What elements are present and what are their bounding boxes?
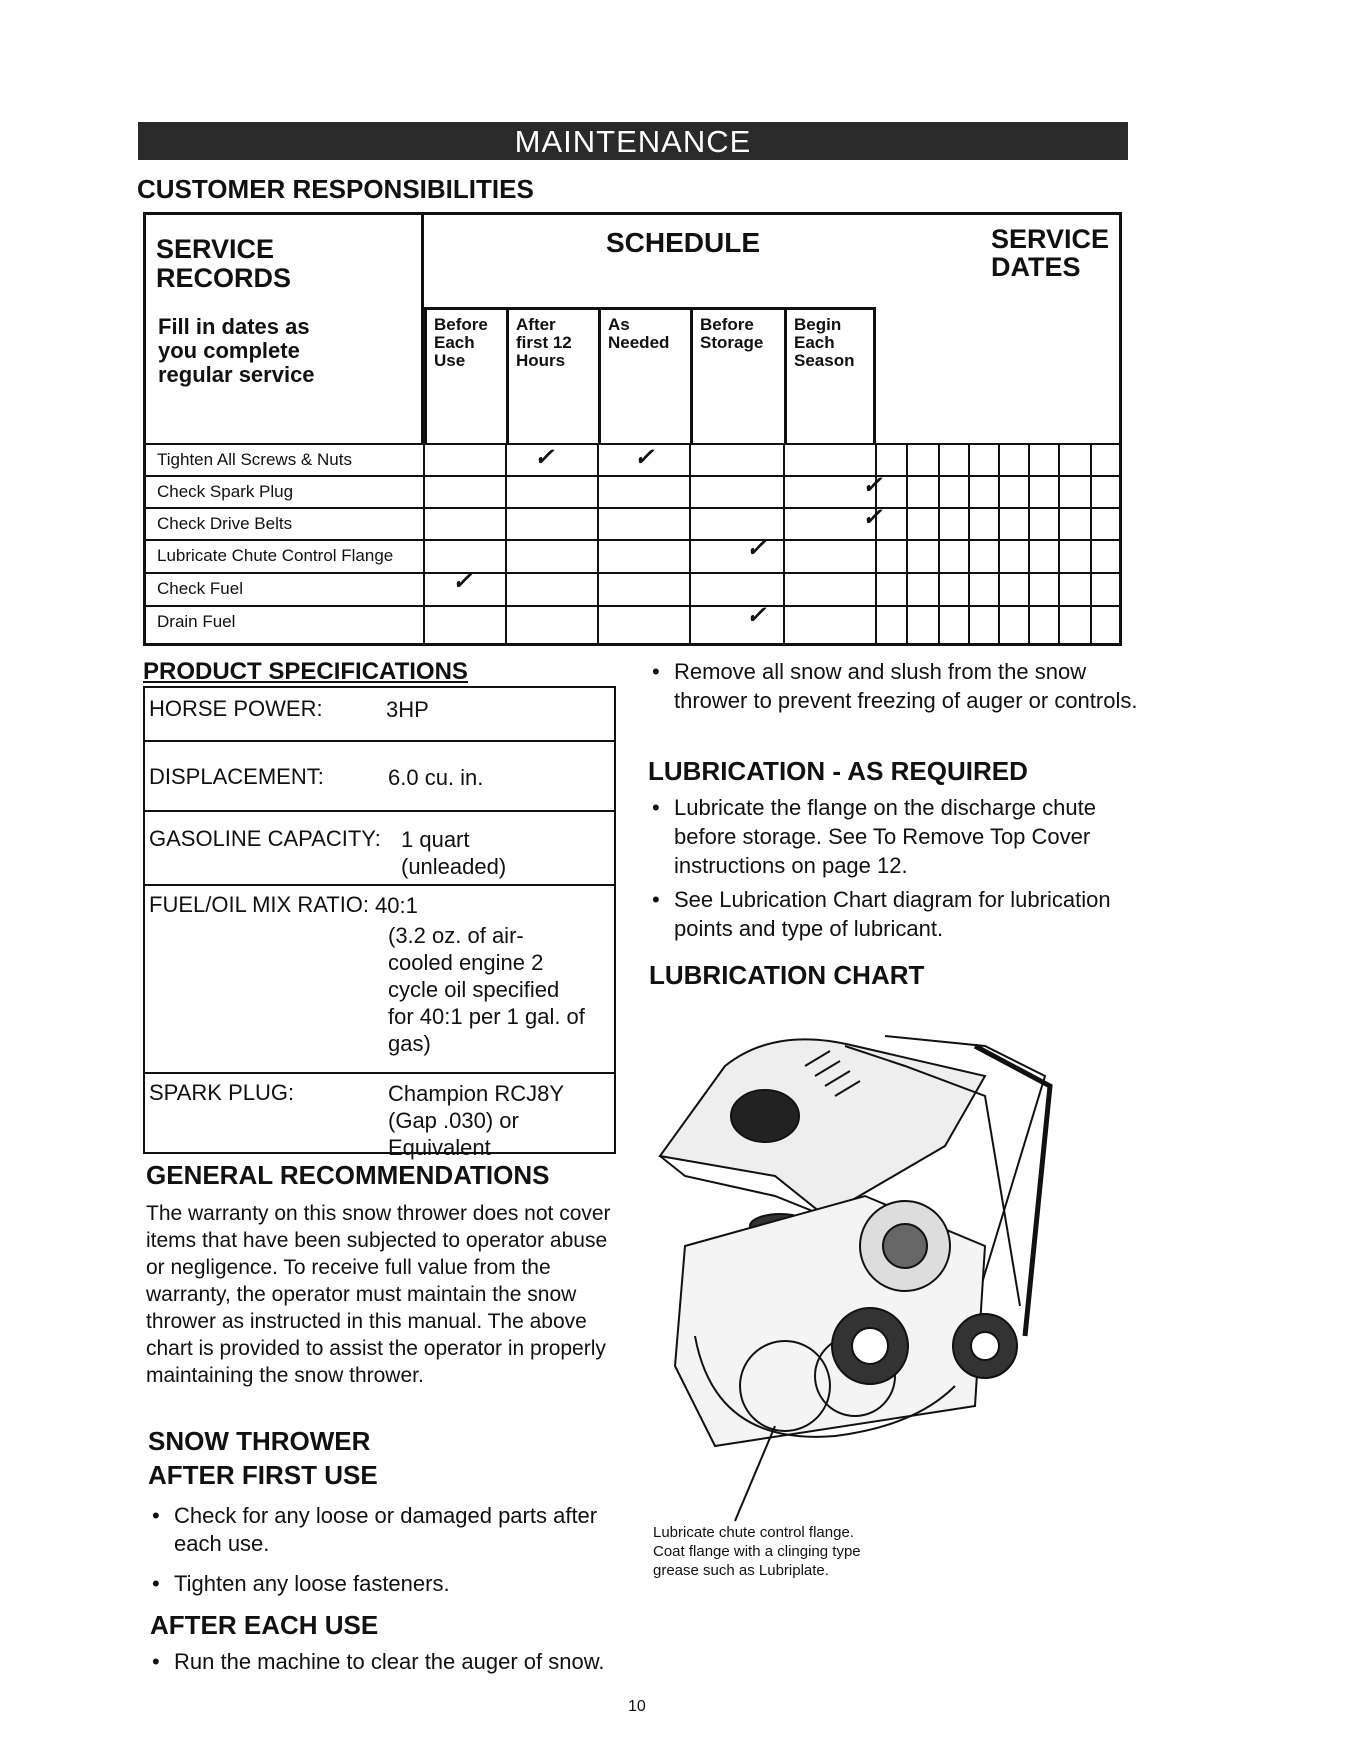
spec-divider (145, 740, 614, 742)
check-mark: ✓ (862, 504, 883, 531)
spec-divider (145, 884, 614, 886)
spec-divider (145, 1072, 614, 1074)
row-label-drain-fuel: Drain Fuel (157, 612, 236, 631)
col-as-needed: As Needed (598, 307, 690, 443)
bullet-lubricate-flange: • Lubricate the flange on the discharge chute before storage. See To Remove Top Cover instructions on page 12. (648, 793, 1144, 880)
lubrication-heading: LUBRICATION - AS REQUIRED (648, 756, 1028, 786)
check-mark: ✓ (452, 568, 473, 595)
grid-line (689, 443, 691, 643)
row-label-drive-belts: Check Drive Belts (157, 514, 293, 533)
row-label-tighten: Tighten All Screws & Nuts (157, 450, 352, 469)
specifications-table (143, 686, 616, 1160)
row-label-check-fuel: Check Fuel (157, 579, 243, 598)
bullet-see-chart: • See Lubrication Chart diagram for lubrication points and type of lubricant. (648, 885, 1144, 943)
service-records-table (143, 212, 1122, 646)
date-box-divider (1058, 443, 1060, 643)
grid-line (146, 539, 1119, 541)
check-mark: ✓ (746, 535, 767, 562)
spec-divider (145, 810, 614, 812)
spec-displacement-label: DISPLACEMENT: (149, 764, 324, 789)
check-mark: ✓ (534, 444, 555, 471)
fill-in-note: Fill in dates as you complete regular service (158, 314, 315, 387)
spec-plug-value: Champion RCJ8Y (Gap .030) or Equivalent (388, 1081, 565, 1160)
spec-gasoline-value: 1 quart (unleaded) (401, 827, 507, 879)
service-records-cell (146, 215, 424, 443)
page-number: 10 (628, 1698, 646, 1715)
maintenance-banner (138, 122, 1128, 160)
check-mark: ✓ (862, 472, 883, 499)
bullet-check-loose-parts: • Check for any loose or damaged parts after each use. (148, 1502, 634, 1558)
date-box-divider (968, 443, 970, 643)
row-label-lubricate-flange: Lubricate Chute Control Flange (157, 546, 394, 565)
product-specifications-heading: PRODUCT SPECIFICATIONS (143, 658, 468, 685)
date-box-divider (998, 443, 1000, 643)
snow-thrower-illustration (655, 1006, 1125, 1526)
service-records-title: SERVICE RECORDS (156, 234, 292, 293)
spec-mix-note: (3.2 oz. of air- cooled engine 2 cycle oil specified for 40:1 per 1 gal. of gas) (388, 923, 585, 1056)
bullet-run-machine: • Run the machine to clear the auger of snow. (148, 1648, 634, 1676)
general-recommendations-heading: GENERAL RECOMMENDATIONS (146, 1160, 550, 1190)
bullet-remove-snow: • Remove all snow and slush from the snow thrower to prevent freezing of auger or controls. (648, 657, 1154, 715)
customer-responsibilities-heading: CUSTOMER RESPONSIBILITIES (137, 174, 534, 204)
schedule-title: SCHEDULE (606, 227, 761, 258)
spec-mix-label: FUEL/OIL MIX RATIO: (149, 892, 370, 917)
spec-mix-value: 40:1 (375, 893, 418, 918)
spec-horsepower-value: 3HP (386, 697, 429, 722)
check-mark: ✓ (746, 602, 767, 629)
row-label-spark-plug: Check Spark Plug (157, 482, 294, 501)
col-after-first-12-hours: After first 12 Hours (506, 307, 598, 443)
date-box-divider (906, 443, 908, 643)
grid-line (146, 572, 1119, 574)
grid-line (423, 443, 425, 643)
general-recommendations-text: The warranty on this snow thrower does not cover items that have been subjected to operator abuse or negligence. To receive full value from the warranty, the operator must maintain the snow thrower as instructed in this manual. The above chart is provided to assist the operator in properly maintaining the snow thrower. (146, 1202, 611, 1387)
col-begin-each-season: Begin Each Season (784, 307, 876, 443)
snow-thrower-heading: SNOW THROWER (148, 1426, 371, 1456)
col-before-each-use: Before Each Use (424, 307, 506, 443)
after-first-use-heading: AFTER FIRST USE (148, 1460, 378, 1490)
service-dates-title: SERVICE DATES (991, 224, 1110, 282)
col-before-storage: Before Storage (690, 307, 784, 443)
grid-line (146, 507, 1119, 509)
spec-plug-label: SPARK PLUG: (149, 1080, 295, 1105)
grid-line (146, 475, 1119, 477)
grid-line (146, 443, 1119, 445)
spec-displacement-value: 6.0 cu. in. (388, 765, 484, 790)
grid-line (783, 443, 785, 643)
check-mark: ✓ (634, 444, 655, 471)
grid-line (146, 605, 1119, 607)
spec-horsepower-label: HORSE POWER: (149, 696, 323, 721)
date-box-divider (1028, 443, 1030, 643)
illustration-caption: Lubricate chute control flange. Coat flange with a clinging type grease such as Lubriplate. (653, 1524, 861, 1579)
lubrication-chart-heading: LUBRICATION CHART (649, 960, 925, 990)
spec-gasoline-label: GASOLINE CAPACITY: (149, 826, 381, 851)
grid-line (505, 443, 507, 643)
date-box-divider (938, 443, 940, 643)
banner-title: MAINTENANCE (514, 124, 752, 159)
grid-line (597, 443, 599, 643)
bullet-tighten-fasteners: • Tighten any loose fasteners. (148, 1570, 634, 1598)
date-box-divider (1090, 443, 1092, 643)
after-each-use-heading: AFTER EACH USE (150, 1610, 379, 1640)
